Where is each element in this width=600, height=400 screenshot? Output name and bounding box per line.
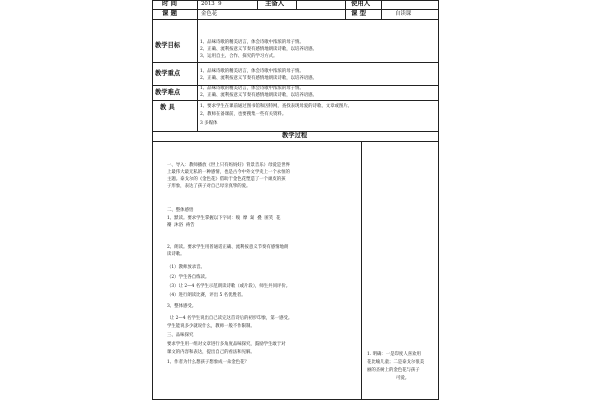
time-label: 时 间 <box>162 0 178 7</box>
tools-item-2: 2、教师在备课前，也要搜集一些有关资料。 <box>200 112 287 117</box>
key-points-item-2: 2、正确、流利按意义节奏有感情地朗读诗歌，以培养语感。 <box>200 76 317 81</box>
topic-value: 金色花 <box>201 11 218 17</box>
time-value: 2013 9 <box>201 1 222 7</box>
difficulties-item-2: 2、正确、流利按意义节奏有感情地朗读诗歌，以培养语感。 <box>200 93 317 98</box>
difficulties-item-1: 1、品味诗歌的精美语言，体会诗歌中浓浓的母子情。 <box>200 86 304 91</box>
goals-item-3: 3、运用自主、合作、探究的学习方式。 <box>200 54 278 59</box>
process-line: 上最伟大最无私的一种感情，也是古今中外文学史上一个永恒的 <box>167 170 290 175</box>
goals-label: 教学目标 <box>155 42 181 49</box>
process-note-line: 1. 明确：一是印度人喜欢用 <box>367 352 421 357</box>
lesson-plan-table <box>152 0 439 400</box>
key-points-item-1: 1、品味诗歌的精美语言，体会诗歌中浓浓的母子情。 <box>200 69 304 74</box>
process-line: 3、整体感受。 <box>167 304 197 309</box>
process-note-line: 丽的圣树上的金色花与孩子 <box>367 368 420 373</box>
topic-label: 课 题 <box>162 9 178 17</box>
difficulties-label: 教学难点 <box>155 89 181 96</box>
process-note-line: 可爱。 <box>396 376 410 381</box>
type-value: 自读课 <box>395 11 412 17</box>
process-line: 主题。泰戈尔的《金色花》借助于金色花塑造了一个顽皮的孩 <box>167 177 286 182</box>
preparer-label: 主备人 <box>265 0 285 7</box>
goals-label-cell <box>152 19 198 63</box>
process-line: 学生能说多少就说什么，教师一般不作限制。 <box>167 324 255 329</box>
process-line: 读诗歌。 <box>167 252 185 257</box>
process-line: 课文的内容和表达，提出自己的看法和见解。 <box>167 350 255 355</box>
user-label: 使用人 <box>351 0 371 7</box>
tools-label-cell <box>152 100 198 132</box>
tools-item-1: 1、要求学生在课前通过图书馆和因特网，查找表现母爱的诗歌、文章或图片。 <box>200 104 353 109</box>
process-line: （4）进行朗读比赛，评出 5 名优胜者。 <box>167 293 246 298</box>
goals-item-2: 2、正确、流利按意义节奏有感情地朗读诗歌，以培养语感。 <box>200 47 317 52</box>
process-note-line: 花比喻儿童；二是泰戈尔很美 <box>367 360 425 365</box>
process-line: 2、朗读。要求学生用普通话正确、流利按意义节奏有感情地朗 <box>167 245 289 250</box>
process-line: 二、整体感悟 <box>167 208 194 213</box>
process-line: 1、作者为什么想孩子想象成一朵金色花？ <box>167 360 249 365</box>
type-label: 课 型 <box>351 9 367 17</box>
process-title: 教学过程 <box>282 132 308 139</box>
key-points-label: 教学重点 <box>155 70 181 77</box>
process-line: 要求学生用一组对文章进行多角度品味探究，鼓励学生敢于对 <box>167 342 286 347</box>
process-line: 1、默读。要求学生掌握以下字词：嗅 摩 匐 叠 匿笑 花 <box>167 216 281 221</box>
goals-item-1: 1、品味诗歌的精美语言，体会诗歌中浓浓的母子情。 <box>200 40 304 45</box>
tools-label: 教 具 <box>160 104 175 111</box>
tools-item-3: 3 多媒体 <box>200 121 218 126</box>
process-line: 瓣 沐浴 祷告 <box>167 223 195 228</box>
process-line: （1）教师放录音。 <box>167 265 205 270</box>
process-line: 子形象，表达了孩子对自己母亲真挚的爱。 <box>167 184 251 189</box>
process-line: （3）让 2—4 名学生示范朗读诗歌（或片段），师生共同评价。 <box>167 284 291 289</box>
process-line: 让 2—4 名学生说出自己读完这首诗后的初步印象，第一感受。 <box>167 316 293 321</box>
process-line: 三、品味探究 <box>167 333 194 338</box>
process-line: 一、导入：教师播放《世上只有妈妈好》背景音乐）母爱是世界 <box>167 163 290 168</box>
process-line: （2）学生各自练读。 <box>167 275 210 280</box>
